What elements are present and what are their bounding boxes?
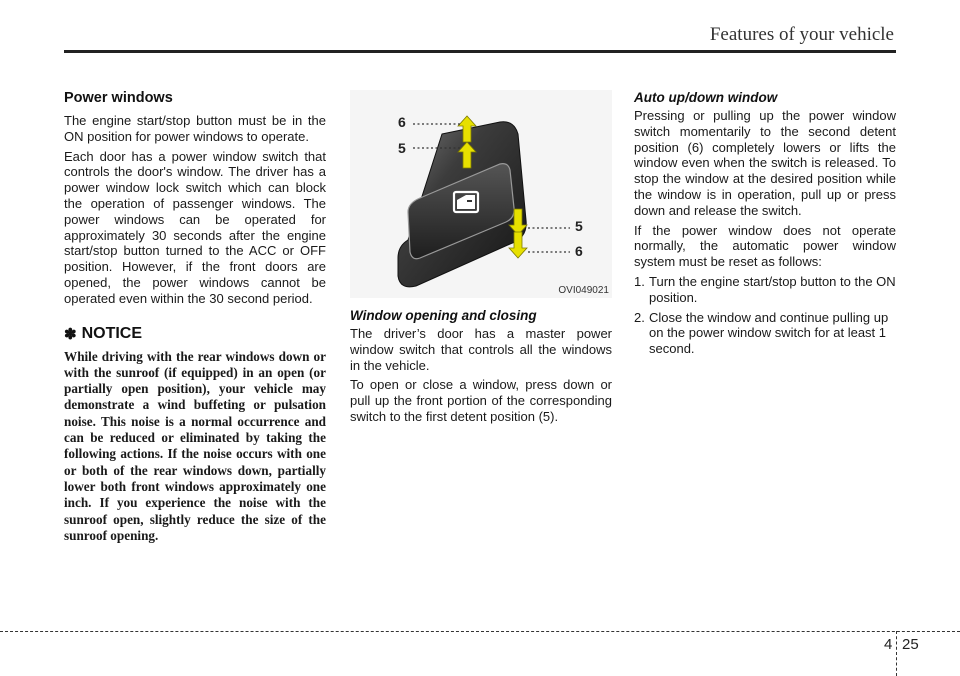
reset-steps-list xyxy=(634,274,896,357)
label-first-detent-down: 5 xyxy=(575,218,583,234)
label-second-detent-down: 6 xyxy=(575,243,583,259)
label-first-detent-up: 5 xyxy=(398,140,406,156)
column-power-windows xyxy=(64,90,326,544)
paragraph: Pressing or pulling up the power window switch momentarily to the second detent position (6) completely lowers or lifts the window even when the switch is released. To stop the window at the desired position while the window is in operation, pull up or press down and release the switch. xyxy=(634,108,896,218)
column-window-opening xyxy=(350,90,612,429)
paragraph: To open or close a window, press down or pull up the front portion of the corresponding switch to the first detent position (5). xyxy=(350,377,612,424)
paragraph: Each door has a power window switch that controls the door's window. The driver has a power window lock switch which can block the operation of passenger windows. The power windows can be operated for approximately 30 seconds after the engine start/stop button turned to the ACC or OFF position. However, if the front doors are opened, the power windows cannot be operated even within the 30 second period. xyxy=(64,148,326,306)
paragraph: The engine start/stop button must be in the ON position for power windows to operate. xyxy=(64,113,326,144)
footer-rule xyxy=(0,631,960,632)
figure-code: OVI049021 xyxy=(558,285,609,296)
notice-body: While driving with the rear windows down or with the sunroof (if equipped) in an open (or partially open position), your vehicle may demonstrate a wind buffeting or pulsation noise. This noise is a normal occurrence and can be reduced or eliminated by taking the following actions. If the noise occurs with one or both of the rear windows down, partially lower both front windows approximately one inch. If you experience the noise with the sunroof open, slightly reduce the size of the sunroof opening. xyxy=(64,348,326,543)
subheading: Auto up/down window xyxy=(634,90,778,105)
list-item xyxy=(634,274,896,306)
running-header: Features of your vehicle xyxy=(709,24,894,45)
notice-heading xyxy=(64,325,326,343)
header-rule xyxy=(64,50,896,53)
paragraph: The driver’s door has a master power window switch that controls all the windows in the vehicle. xyxy=(350,326,612,373)
label-second-detent-up: 6 xyxy=(398,114,406,130)
chapter-number: 4 xyxy=(884,636,893,653)
step-number: 2. xyxy=(634,309,645,325)
step-text: Turn the engine start/stop button to the ON position. xyxy=(649,273,896,305)
window-switch-illustration xyxy=(350,90,612,298)
step-text: Close the window and continue pulling up on the power window switch for at least 1 second. xyxy=(649,309,889,357)
column-auto-window xyxy=(634,90,896,361)
power-window-switch-figure xyxy=(350,90,612,298)
notice-star-icon: ✽ xyxy=(64,325,77,343)
section-heading: Power windows xyxy=(64,90,173,106)
subheading: Window opening and closing xyxy=(350,308,537,323)
step-number: 1. xyxy=(634,273,645,289)
notice-title: NOTICE xyxy=(81,324,143,342)
page-number-separator xyxy=(896,631,897,676)
list-item xyxy=(634,310,896,357)
page-number: 25 xyxy=(902,636,919,653)
paragraph: If the power window does not operate normally, the automatic power window system must be reset as follows: xyxy=(634,222,896,270)
